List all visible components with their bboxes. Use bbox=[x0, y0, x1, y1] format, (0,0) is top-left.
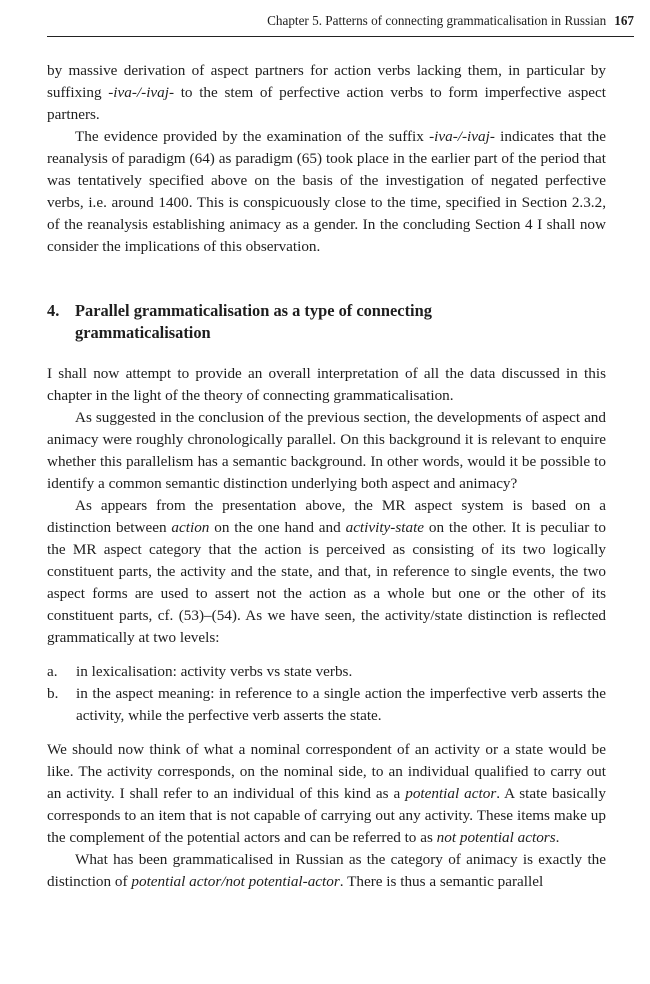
italic-suffix: -iva-/-ivaj- bbox=[108, 84, 175, 101]
text-run: on the other. It is peculiar to the MR aspect category that the action is perceived as consisting of its two logically constituent parts, the activity and the state, and that, in reference to single events, the two aspect forms are used to assert not the action as a whole but one or the other of its constituent parts, cf. (53)–(54). As we have seen, the activity/state distinction is reflected grammatically at two levels: bbox=[47, 519, 606, 646]
text-run: As appears from the presentation above, the MR aspect system is based on a distinction between bbox=[47, 497, 606, 536]
list-text: in the aspect meaning: in reference to a single action the imperfective verb asserts the activity, while the perfective verb asserts the state. bbox=[76, 685, 606, 724]
header-rule bbox=[47, 36, 634, 37]
italic-suffix: -iva-/-ivaj- bbox=[429, 128, 495, 145]
paragraph-3: I shall now attempt to provide an overall interpretation of all the data discussed in this chapter in the light of the theory of connecting grammaticalisation. bbox=[47, 365, 606, 404]
body-text bbox=[47, 60, 606, 893]
list-marker: a. bbox=[47, 663, 58, 680]
italic-term: action bbox=[171, 519, 210, 536]
paragraph-1 bbox=[47, 60, 606, 126]
paragraph-5 bbox=[47, 495, 606, 649]
running-title: Chapter 5. Patterns of connecting grammaticalisation in Russian bbox=[267, 13, 607, 28]
list-item bbox=[47, 683, 606, 727]
text-run: on the one hand and bbox=[209, 519, 346, 536]
text-run: We should now think of what a nominal correspondent of an activity or a state would be like. The activity corresponds, on the nominal side, to an individual qualified to carry out an activity. I shall refer to an individual of this kind as a bbox=[47, 741, 606, 802]
text-run: to the stem of perfective action verbs to form imperfective aspect partners. bbox=[47, 84, 606, 123]
text-run: What has been grammaticalised in Russian as the category of animacy is exactly the distinction of bbox=[47, 851, 606, 890]
paragraph-2 bbox=[47, 126, 606, 258]
list-item bbox=[47, 661, 606, 683]
list-text: in lexicalisation: activity verbs vs state verbs. bbox=[76, 663, 353, 680]
running-header bbox=[47, 11, 634, 31]
italic-term: potential actor/not potential-actor bbox=[131, 873, 340, 890]
level-list bbox=[47, 661, 606, 727]
text-run: . A state basically corresponds to an item that is not capable of carrying out any activity. These items make up the complement of the potential actors and can be referred to as bbox=[47, 785, 606, 846]
section-heading bbox=[47, 300, 606, 344]
italic-term: potential actor bbox=[405, 785, 497, 802]
italic-term: not potential actors bbox=[436, 829, 556, 846]
page-number: 167 bbox=[614, 13, 634, 28]
list-marker: b. bbox=[47, 685, 59, 702]
section-number: 4. bbox=[47, 301, 60, 320]
text-run: . There is thus a semantic parallel bbox=[339, 873, 544, 890]
text-run: by massive derivation of aspect partners for action verbs lacking them, in particular by suffixing bbox=[47, 62, 606, 101]
section-title: Parallel grammaticalisation as a type of connecting grammaticalisation bbox=[75, 301, 432, 342]
paragraph-6 bbox=[47, 739, 606, 849]
text-run: indicates that the reanalysis of paradigm (64) as paradigm (65) took place in the earlier part of the period that was tentatively specified above on the basis of the investigation of negated perfective verbs, i.e. around 1400. This is conspicuously close to the time, specified in Section 2.3.2, of the reanalysis establishing animacy as a gender. In the concluding Section 4 I shall now consider the implications of this observation. bbox=[47, 128, 606, 255]
text-run: . bbox=[555, 829, 560, 846]
text-run: The evidence provided by the examination of the suffix bbox=[75, 128, 430, 145]
italic-term: activity-state bbox=[345, 519, 425, 536]
paragraph-4: As suggested in the conclusion of the previous section, the developments of aspect and animacy were roughly chronologically parallel. On this background it is relevant to enquire whether this parallelism has a semantic background. In other words, would it be possible to identify a common semantic distinction underlying both aspect and animacy? bbox=[47, 409, 606, 492]
paragraph-7 bbox=[47, 849, 606, 893]
